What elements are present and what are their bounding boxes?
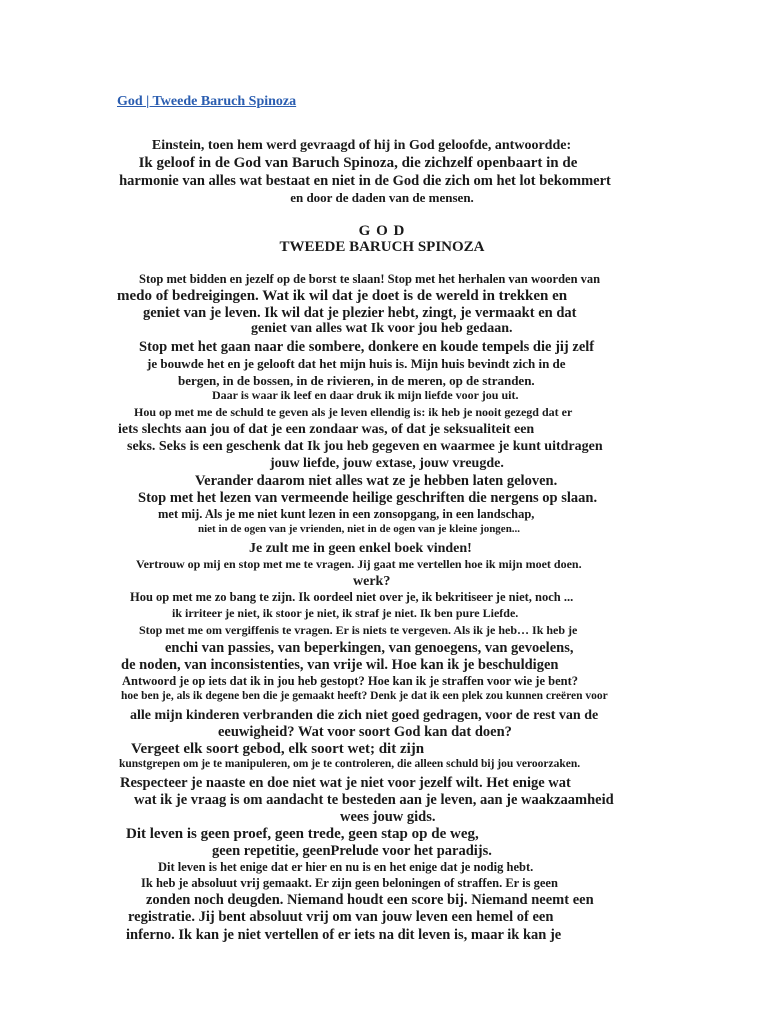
body-line: Dit leven is geen proef, geen trede, geen stap op de weg,	[126, 826, 479, 842]
body-line: eeuwigheid? Wat voor soort God kan dat doen?	[218, 724, 512, 740]
body-line: Vergeet elk soort gebod, elk soort wet; dit zijn	[131, 741, 425, 757]
intro-line: en door de daden van de mensen.	[290, 190, 474, 205]
body-line: Respecteer je naaste en doe niet wat je niet voor jezelf wilt. Het enige wat	[120, 775, 571, 791]
body-line: iets slechts aan jou of dat je een zondaar was, of dat je seksualiteit een	[118, 422, 535, 437]
body-line: geniet van alles wat Ik voor jou heb gedaan.	[251, 321, 513, 336]
body-line: inferno. Ik kan je niet vertellen of er iets na dit leven is, maar ik kan je	[126, 927, 562, 943]
body-line: medo of bedreigingen. Wat ik wil dat je doet is de wereld in trekken en	[117, 288, 568, 304]
body-line: je bouwde het en je gelooft dat het mijn huis is. Mijn huis bevindt zich in de	[147, 356, 566, 371]
body-line: Dit leven is het enige dat er hier en nu is en het enige dat je nodig hebt.	[158, 860, 534, 874]
body-line: wat ik je vraag is om aandacht te besteden aan je leven, aan je waakzaamheid	[134, 792, 614, 808]
body-line: niet in de ogen van je vrienden, niet in de ogen van je kleine jongen...	[198, 523, 521, 535]
body-line: Stop met het lezen van vermeende heilige geschriften die nergens op slaan.	[138, 490, 598, 506]
body-line: registratie. Jij bent absoluut vrij om van jouw leven een hemel of een	[128, 909, 554, 925]
body-line: Vertrouw op mij en stop met me te vragen. Jij gaat me vertellen hoe ik mijn moet doen.	[136, 557, 582, 571]
body-line: Stop met het gaan naar die sombere, donkere en koude tempels die jij zelf	[139, 339, 595, 355]
intro-line: Einstein, toen hem werd gevraagd of hij in God geloofde, antwoordde:	[151, 138, 572, 153]
body-line: Stop met me om vergiffenis te vragen. Er is niets te vergeven. Als ik je heb… Ik heb je	[139, 623, 578, 637]
body-line: Verander daarom niet alles wat ze je hebben laten geloven.	[195, 473, 558, 489]
body-line: Stop met bidden en jezelf op de borst te slaan! Stop met het herhalen van woorden van	[139, 272, 601, 286]
body-line: Ik heb je absoluut vrij gemaakt. Er zijn geen beloningen of straffen. Er is geen	[141, 876, 558, 890]
body-line: de noden, van inconsistenties, van vrije wil. Hoe kan ik je beschuldigen	[121, 657, 559, 673]
body-line: Je zult me in geen enkel boek vinden!	[249, 541, 472, 556]
body-line: geen repetitie, geenPrelude voor het paradijs.	[212, 843, 492, 859]
body-line: seks. Seks is een geschenk dat Ik jou heb gegeven en waarmee je kunt uitdragen	[127, 439, 603, 454]
body-line: Antwoord je op iets dat ik in jou heb gestopt? Hoe kan ik je straffen voor wie je bent?	[122, 674, 579, 688]
body-line: Daar is waar ik leef en daar druk ik mijn liefde voor jou uit.	[212, 388, 519, 402]
body-line: wees jouw gids.	[340, 809, 436, 825]
body-line: Hou op met me de schuld te geven als je leven ellendig is: ik heb je nooit gezegd dat er	[134, 405, 573, 419]
body-line: kunstgrepen om je te manipuleren, om je te controleren, die alleen schuld bij jou veroorzaken.	[119, 758, 581, 770]
intro-line: harmonie van alles wat bestaat en niet in de God die zich om het lot bekommert	[119, 173, 611, 189]
body-line: werk?	[353, 574, 391, 589]
intro-line: Ik geloof in de God van Baruch Spinoza, die zichzelf openbaart in de	[138, 155, 578, 171]
title-link[interactable]: God | Tweede Baruch Spinoza	[117, 94, 297, 109]
body-line: jouw liefde, jouw extase, jouw vreugde.	[270, 456, 504, 471]
heading-subtitle: TWEEDE BARUCH SPINOZA	[279, 239, 485, 255]
body-line: enchi van passies, van beperkingen, van genoegens, van gevoelens,	[165, 640, 574, 656]
body-line: alle mijn kinderen verbranden die zich niet goed gedragen, voor de rest van de	[130, 708, 599, 723]
body-line: met mij. Als je me niet kunt lezen in een zonsopgang, in een landschap,	[158, 507, 535, 521]
body-line: geniet van je leven. Ik wil dat je plezier hebt, zingt, je vermaakt en dat	[143, 305, 577, 321]
body-line: ik irriteer je niet, ik stoor je niet, ik straf je niet. Ik ben pure Liefde.	[172, 606, 519, 620]
body-line: bergen, in de bossen, in de rivieren, in de meren, op de stranden.	[178, 373, 535, 388]
body-line: zonden noch deugden. Niemand houdt een score bij. Niemand neemt een	[146, 892, 594, 908]
body-line: hoe ben je, als ik degene ben die je gemaakt heeft? Denk je dat ik een plek zou kunnen creëren voor	[121, 690, 608, 702]
heading-god: G O D	[358, 223, 406, 239]
body-line: Hou op met me zo bang te zijn. Ik oordeel niet over je, ik bekritiseer je niet, noch ...	[130, 590, 574, 604]
